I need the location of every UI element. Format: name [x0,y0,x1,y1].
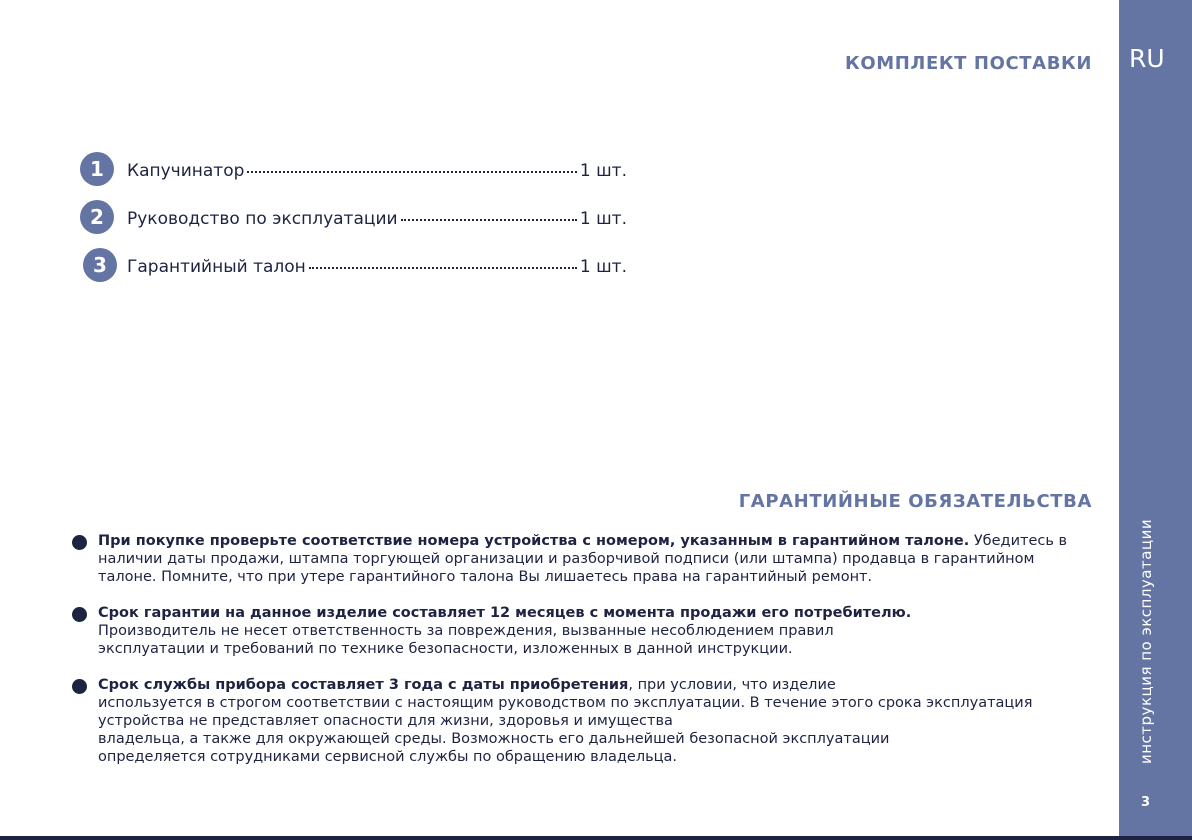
kit-item [80,152,640,200]
warranty-item-bold: Срок гарантии на данное изделие составляет 12 месяцев с момента продажи его потребителю. [98,605,912,621]
warranty-item-line: эксплуатации и требований по технике безопасности, изложенных в данной инструкции. [98,641,793,657]
kit-item-name: Гарантийный талон [127,257,306,277]
kit-item-line [127,161,627,181]
sidebar [1119,0,1192,840]
bullet-icon [72,535,87,550]
dot-leader [309,267,577,269]
dot-leader [401,219,577,221]
kit-list [80,152,640,296]
warranty-item-line: устройства не представляет опасности для жизни, здоровья и имущества [98,713,673,729]
warranty-item [70,532,1100,586]
warranty-item-text [98,532,1100,586]
bullet-icon [72,607,87,622]
kit-item [80,200,640,248]
kit-item-name: Руководство по эксплуатации [127,209,398,229]
warranty-item-text [98,604,1100,658]
warranty-item-line: наличии даты продажи, штампа торгующей организации и разборчивой подписи (или штампа) продавца в гарантийном [98,551,1035,567]
warranty-item [70,676,1100,766]
kit-item-name: Капучинатор [127,161,245,181]
page-number: 3 [1141,795,1151,810]
kit-item-number-badge: 1 [80,152,114,186]
kit-heading: КОМПЛЕКТ ПОСТАВКИ [845,53,1092,74]
sidebar-vertical-title: инструкция по эксплуатации [1137,518,1155,764]
warranty-item-bold: Срок службы прибора составляет 3 года с даты приобретения [98,677,629,693]
warranty-list [70,532,1100,784]
kit-item-quantity: 1 шт. [579,209,627,229]
warranty-item-line: определяется сотрудниками сервисной службы по обращению владельца. [98,749,677,765]
language-label: RU [1129,44,1165,73]
dot-leader [247,171,577,173]
warranty-item-line: , при условии, что изделие [628,677,836,693]
bullet-icon [72,679,87,694]
warranty-item-line: Производитель не несет ответственность за повреждения, вызванные несоблюдением правил [98,623,834,639]
warranty-item-line: Убедитесь в [969,533,1068,549]
warranty-item-bold: При покупке проверьте соответствие номера устройства с номером, указанным в гарантийном талоне. [98,533,970,549]
kit-item-number-badge: 3 [83,248,117,282]
warranty-item-text [98,676,1100,766]
kit-item-line [127,209,627,229]
kit-item-quantity: 1 шт. [579,161,627,181]
warranty-heading: ГАРАНТИЙНЫЕ ОБЯЗАТЕЛЬСТВА [738,491,1092,512]
kit-item-number-badge: 2 [80,200,114,234]
warranty-item-line: талоне. Помните, что при утере гарантийного талона Вы лишаетесь права на гарантийный ремонт. [98,569,873,585]
warranty-item [70,604,1100,658]
warranty-item-line: владельца, а также для окружающей среды. Возможность его дальнейшей безопасной эксплуатации [98,731,890,747]
bottom-rule [0,836,1192,840]
kit-item-line [127,257,627,277]
warranty-item-line: используется в строгом соответствии с настоящим руководством по эксплуатации. В течение этого срока эксплуатация [98,695,1033,711]
kit-item-quantity: 1 шт. [579,257,627,277]
kit-item [80,248,640,296]
